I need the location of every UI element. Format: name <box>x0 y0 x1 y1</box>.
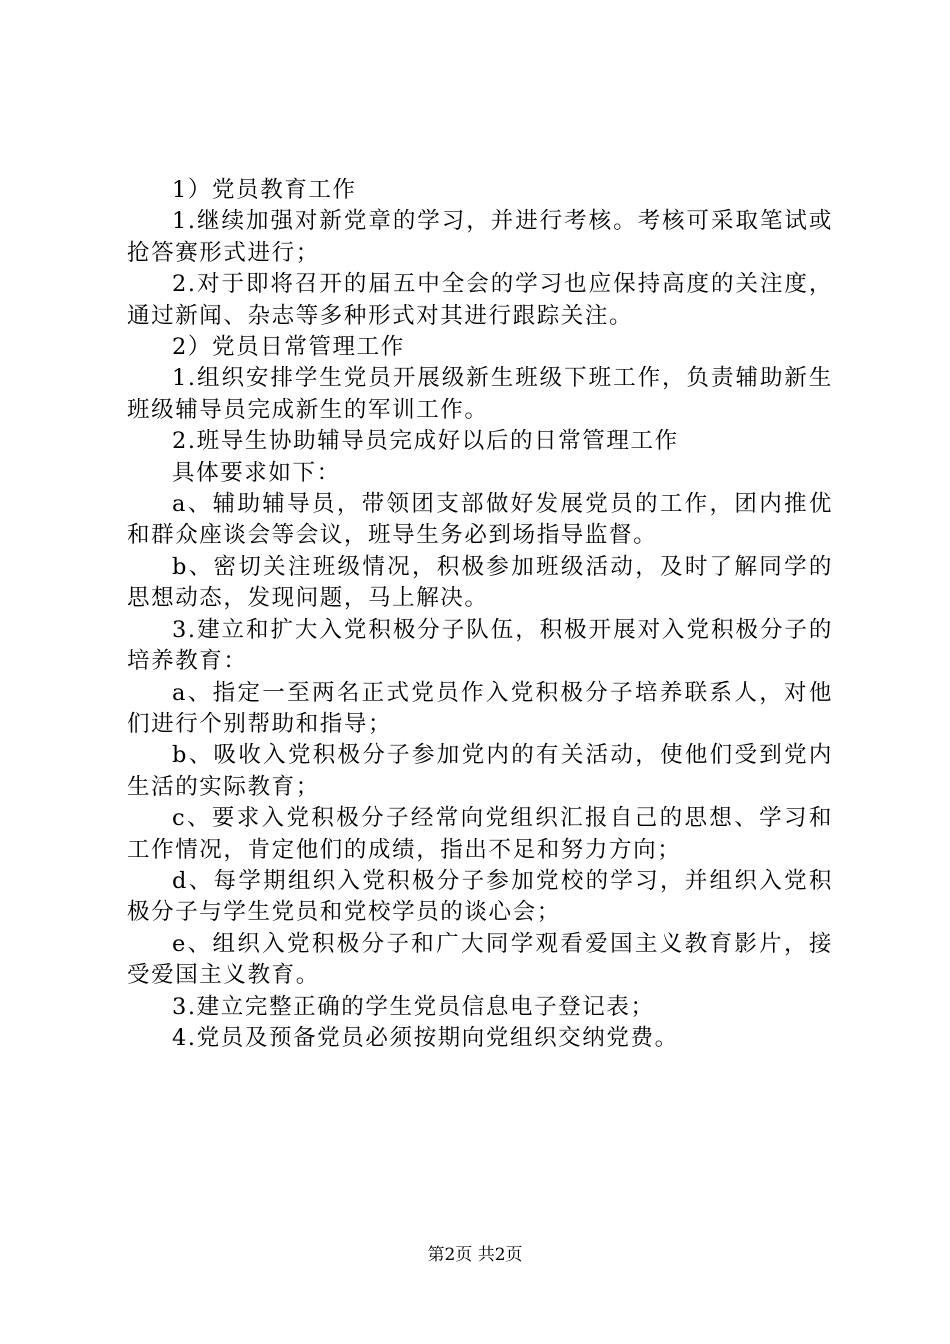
page-footer <box>0 1243 950 1267</box>
paragraph: a、辅助辅导员，带领团支部做好发展党员的工作，团内推优和群众座谈会等会议，班导生务必到场指导监督。 <box>127 491 833 549</box>
paragraph: c、要求入党积极分子经常向党组织汇报自己的思想、学习和工作情况，肯定他们的成绩，指出不足和努力方向； <box>127 805 833 863</box>
paragraph: 1.继续加强对新党章的学习，并进行考核。考核可采取笔试或抢答赛形式进行； <box>127 208 833 266</box>
paragraph: 3.建立完整正确的学生党员信息电子登记表； <box>172 993 655 1020</box>
paragraph: 4.党员及预备党员必须按期向党组织交纳党费。 <box>172 1024 679 1051</box>
paragraph: 3.建立和扩大入党积极分子队伍，积极开展对入党积极分子的培养教育： <box>127 616 833 675</box>
paragraph: e、组织入党积极分子和广大同学观看爱国主义教育影片，接受爱国主义教育。 <box>127 930 833 989</box>
paragraph: 1.组织安排学生党员开展级新生班级下班工作，负责辅助新生班级辅导员完成新生的军训工作。 <box>127 365 833 423</box>
heading-party-education: 1）党员教育工作 <box>172 177 357 203</box>
paragraph: 2.对于即将召开的届五中全会的学习也应保持高度的关注度，通过新闻、杂志等多种形式对其进行跟踪关注。 <box>127 271 833 329</box>
paragraph: 2.班导生协助辅导员完成好以后的日常管理工作 <box>172 428 679 455</box>
paragraph: b、密切关注班级情况，积极参加班级活动，及时了解同学的思想动态，发现问题，马上解决。 <box>127 553 833 612</box>
paragraph: a、指定一至两名正式党员作入党积极分子培养联系人，对他们进行个别帮助和指导； <box>127 679 833 737</box>
document-body <box>127 175 833 1054</box>
paragraph: d、每学期组织入党积极分子参加党校的学习，并组织入党积极分子与学生党员和党校学员的谈心会； <box>127 867 833 926</box>
heading-daily-management: 2）党员日常管理工作 <box>172 334 405 361</box>
page-number: 第2页 共2页 <box>427 1245 523 1265</box>
paragraph: b、吸收入党积极分子参加党内的有关活动，使他们受到党内生活的实际教育； <box>127 742 833 800</box>
paragraph: 具体要求如下： <box>172 459 341 486</box>
